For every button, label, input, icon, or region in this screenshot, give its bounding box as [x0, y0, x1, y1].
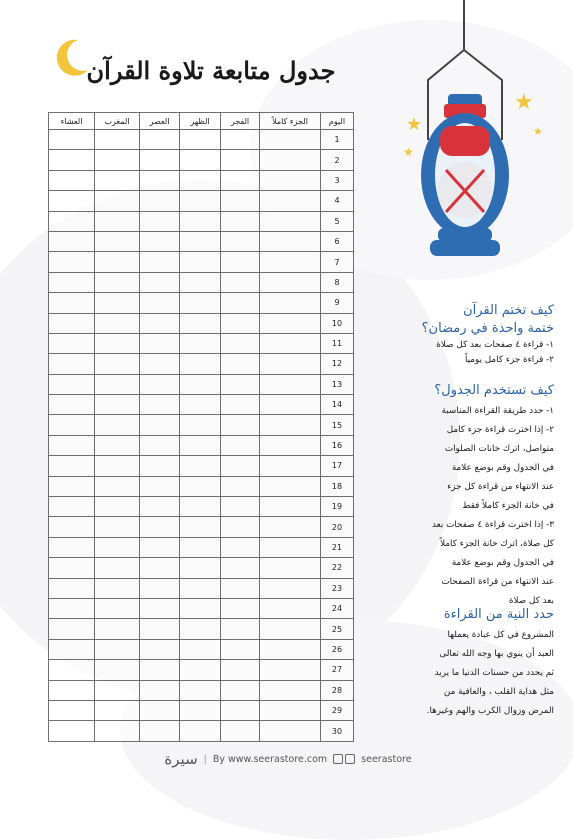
table-row	[49, 313, 354, 333]
checkbox-cell-full-juz[interactable]	[260, 211, 321, 231]
column-header-full-juz: الجزء كاملاً	[260, 113, 321, 130]
usage-line: ١- حدد طريقة القراءة المناسبة	[441, 406, 554, 416]
checkbox-cell-isha[interactable]	[49, 272, 95, 292]
checkbox-cell-maghrib[interactable]	[95, 660, 140, 680]
social-icons	[333, 754, 355, 764]
checkbox-cell-dhuhr[interactable]	[180, 354, 221, 374]
intention-line: المرض وزوال الكرب والهم وغيرها.	[426, 706, 554, 716]
checkbox-cell-asr[interactable]	[140, 456, 180, 476]
usage-line: في الجدول وقم بوضع علامة	[451, 463, 554, 473]
footer	[138, 748, 438, 770]
checkbox-cell-maghrib[interactable]	[95, 497, 140, 517]
checkbox-cell-isha[interactable]	[49, 415, 95, 435]
checkbox-cell-isha[interactable]	[49, 150, 95, 170]
checkbox-cell-asr[interactable]	[140, 231, 180, 251]
checkbox-cell-full-juz[interactable]	[260, 293, 321, 313]
table-row	[49, 130, 354, 150]
checkbox-cell-maghrib[interactable]	[95, 130, 140, 150]
table-row	[49, 211, 354, 231]
day-number: 26	[321, 639, 354, 659]
intention-line: مثل هداية القلب ، والعافية من	[443, 687, 554, 697]
checkbox-cell-full-juz[interactable]	[260, 578, 321, 598]
table-row	[49, 333, 354, 353]
intention-line: ثم يحدد من حسنات الدنيا ما يريد	[434, 668, 554, 678]
checkbox-cell-maghrib[interactable]	[95, 639, 140, 659]
day-number: 24	[321, 598, 354, 618]
checkbox-cell-fajr[interactable]	[221, 415, 260, 435]
checkbox-cell-asr[interactable]	[140, 497, 180, 517]
day-number: 2	[321, 150, 354, 170]
checkbox-cell-full-juz[interactable]	[260, 537, 321, 557]
checkbox-cell-maghrib[interactable]	[95, 456, 140, 476]
day-number: 29	[321, 700, 354, 720]
khatma-step: ١- قراءة ٤ صفحات بعد كل صلاة	[436, 340, 554, 350]
checkbox-cell-full-juz[interactable]	[260, 191, 321, 211]
table-row	[49, 354, 354, 374]
table-row	[49, 700, 354, 720]
day-number: 18	[321, 476, 354, 496]
table-row	[49, 558, 354, 578]
checkbox-cell-maghrib[interactable]	[95, 252, 140, 272]
checkbox-cell-full-juz[interactable]	[260, 333, 321, 353]
checkbox-cell-full-juz[interactable]	[260, 660, 321, 680]
checkbox-cell-full-juz[interactable]	[260, 313, 321, 333]
table-row	[49, 578, 354, 598]
table-row	[49, 517, 354, 537]
checkbox-cell-isha[interactable]	[49, 170, 95, 190]
table-row	[49, 272, 354, 292]
checkbox-cell-asr[interactable]	[140, 558, 180, 578]
checkbox-cell-fajr[interactable]	[221, 333, 260, 353]
checkbox-cell-maghrib[interactable]	[95, 415, 140, 435]
checkbox-cell-asr[interactable]	[140, 639, 180, 659]
table-row	[49, 721, 354, 741]
checkbox-cell-fajr[interactable]	[221, 354, 260, 374]
column-header-fajr: الفجر	[221, 113, 260, 130]
table-row	[49, 435, 354, 455]
day-number: 1	[321, 130, 354, 150]
day-number: 12	[321, 354, 354, 374]
day-number: 14	[321, 395, 354, 415]
checkbox-cell-isha[interactable]	[49, 537, 95, 557]
checkbox-cell-fajr[interactable]	[221, 456, 260, 476]
checkbox-cell-maghrib[interactable]	[95, 333, 140, 353]
checkbox-cell-dhuhr[interactable]	[180, 150, 221, 170]
checkbox-cell-maghrib[interactable]	[95, 395, 140, 415]
checkbox-cell-dhuhr[interactable]	[180, 252, 221, 272]
usage-line: في خانة الجزء كاملاً فقط	[462, 501, 554, 511]
checkbox-cell-isha[interactable]	[49, 395, 95, 415]
checkbox-cell-maghrib[interactable]	[95, 517, 140, 537]
day-number: 22	[321, 558, 354, 578]
checkbox-cell-maghrib[interactable]	[95, 374, 140, 394]
checkbox-cell-full-juz[interactable]	[260, 435, 321, 455]
checkbox-cell-dhuhr[interactable]	[180, 497, 221, 517]
star-icon: ★	[406, 114, 423, 135]
checkbox-cell-fajr[interactable]	[221, 435, 260, 455]
usage-line: ٢- إذا اخترت قراءة جزء كامل	[446, 425, 554, 435]
checkbox-cell-fajr[interactable]	[221, 497, 260, 517]
checkbox-cell-isha[interactable]	[49, 435, 95, 455]
intention-line: العبد أن ينوي بها وجه الله تعالى	[439, 649, 554, 659]
checkbox-cell-isha[interactable]	[49, 211, 95, 231]
day-number: 4	[321, 191, 354, 211]
day-number: 30	[321, 721, 354, 741]
checkbox-cell-isha[interactable]	[49, 497, 95, 517]
day-number: 13	[321, 374, 354, 394]
checkbox-cell-asr[interactable]	[140, 333, 180, 353]
checkbox-cell-maghrib[interactable]	[95, 680, 140, 700]
checkbox-cell-dhuhr[interactable]	[180, 435, 221, 455]
usage-line: عند الانتهاء من قراءة كل جزء	[447, 482, 554, 492]
checkbox-cell-isha[interactable]	[49, 130, 95, 150]
checkbox-cell-dhuhr[interactable]	[180, 639, 221, 659]
checkbox-cell-maghrib[interactable]	[95, 150, 140, 170]
checkbox-cell-maghrib[interactable]	[95, 170, 140, 190]
checkbox-cell-dhuhr[interactable]	[180, 272, 221, 292]
checkbox-cell-isha[interactable]	[49, 456, 95, 476]
checkbox-cell-isha[interactable]	[49, 517, 95, 537]
checkbox-cell-asr[interactable]	[140, 252, 180, 272]
checkbox-cell-maghrib[interactable]	[95, 354, 140, 374]
day-number: 5	[321, 211, 354, 231]
checkbox-cell-dhuhr[interactable]	[180, 700, 221, 720]
table-row	[49, 293, 354, 313]
checkbox-cell-fajr[interactable]	[221, 578, 260, 598]
table-row	[49, 395, 354, 415]
checkbox-cell-fajr[interactable]	[221, 191, 260, 211]
checkbox-cell-maghrib[interactable]	[95, 435, 140, 455]
checkbox-cell-dhuhr[interactable]	[180, 211, 221, 231]
checkbox-cell-dhuhr[interactable]	[180, 660, 221, 680]
checkbox-cell-full-juz[interactable]	[260, 231, 321, 251]
checkbox-cell-fajr[interactable]	[221, 619, 260, 639]
checkbox-cell-asr[interactable]	[140, 150, 180, 170]
checkbox-cell-fajr[interactable]	[221, 700, 260, 720]
checkbox-cell-maghrib[interactable]	[95, 476, 140, 496]
checkbox-cell-asr[interactable]	[140, 170, 180, 190]
usage-section	[358, 382, 554, 611]
checkbox-cell-isha[interactable]	[49, 680, 95, 700]
checkbox-cell-fajr[interactable]	[221, 476, 260, 496]
checkbox-cell-fajr[interactable]	[221, 374, 260, 394]
column-header-isha: العشاء	[49, 113, 95, 130]
checkbox-cell-asr[interactable]	[140, 191, 180, 211]
website-link[interactable]: By www.seerastore.com	[212, 753, 328, 765]
checkbox-cell-maghrib[interactable]	[95, 537, 140, 557]
social-handle[interactable]: seerastore	[361, 753, 412, 765]
checkbox-cell-maghrib[interactable]	[95, 231, 140, 251]
usage-line: في الجدول وقم بوضع علامة	[451, 558, 554, 568]
table-row	[49, 374, 354, 394]
lantern-illustration	[398, 0, 548, 270]
checkbox-cell-asr[interactable]	[140, 211, 180, 231]
day-number: 28	[321, 680, 354, 700]
checkbox-cell-full-juz[interactable]	[260, 415, 321, 435]
checkbox-cell-fajr[interactable]	[221, 639, 260, 659]
checkbox-cell-fajr[interactable]	[221, 558, 260, 578]
checkbox-cell-asr[interactable]	[140, 435, 180, 455]
checkbox-cell-asr[interactable]	[140, 130, 180, 150]
checkbox-cell-full-juz[interactable]	[260, 252, 321, 272]
checkbox-cell-fajr[interactable]	[221, 211, 260, 231]
table-row	[49, 598, 354, 618]
checkbox-cell-dhuhr[interactable]	[180, 558, 221, 578]
checkbox-cell-asr[interactable]	[140, 293, 180, 313]
column-header-day: اليوم	[321, 113, 354, 130]
checkbox-cell-asr[interactable]	[140, 660, 180, 680]
checkbox-cell-isha[interactable]	[49, 639, 95, 659]
day-number: 20	[321, 517, 354, 537]
checkbox-cell-fajr[interactable]	[221, 598, 260, 618]
checkbox-cell-asr[interactable]	[140, 598, 180, 618]
checkbox-cell-asr[interactable]	[140, 354, 180, 374]
day-number: 6	[321, 231, 354, 251]
usage-line: متواصل، اترك خانات الصلوات	[444, 444, 554, 454]
checkbox-cell-full-juz[interactable]	[260, 130, 321, 150]
checkbox-cell-asr[interactable]	[140, 395, 180, 415]
checkbox-cell-isha[interactable]	[49, 721, 95, 741]
usage-heading: كيف تستخدم الجدول؟	[434, 383, 554, 398]
checkbox-cell-isha[interactable]	[49, 191, 95, 211]
checkbox-cell-full-juz[interactable]	[260, 456, 321, 476]
table-row	[49, 231, 354, 251]
checkbox-cell-dhuhr[interactable]	[180, 333, 221, 353]
table-row	[49, 680, 354, 700]
checkbox-cell-full-juz[interactable]	[260, 272, 321, 292]
checkbox-cell-fajr[interactable]	[221, 150, 260, 170]
usage-line: كل صلاة، اترك خانة الجزء كاملاً	[440, 539, 554, 549]
table-row	[49, 415, 354, 435]
checkbox-cell-fajr[interactable]	[221, 170, 260, 190]
table-row	[49, 150, 354, 170]
checkbox-cell-full-juz[interactable]	[260, 680, 321, 700]
table-row	[49, 456, 354, 476]
checkbox-cell-dhuhr[interactable]	[180, 395, 221, 415]
day-number: 17	[321, 456, 354, 476]
star-icon: ★	[403, 145, 414, 159]
checkbox-cell-fajr[interactable]	[221, 130, 260, 150]
checkbox-cell-dhuhr[interactable]	[180, 456, 221, 476]
checkbox-cell-dhuhr[interactable]	[180, 170, 221, 190]
checkbox-cell-fajr[interactable]	[221, 293, 260, 313]
checkbox-cell-isha[interactable]	[49, 231, 95, 251]
checkbox-cell-full-juz[interactable]	[260, 374, 321, 394]
khatma-step: ٢- قراءة جزء كامل يومياً	[464, 355, 554, 365]
checkbox-cell-dhuhr[interactable]	[180, 537, 221, 557]
checkbox-cell-fajr[interactable]	[221, 313, 260, 333]
checkbox-cell-full-juz[interactable]	[260, 598, 321, 618]
column-header-asr: العصر	[140, 113, 180, 130]
usage-line: عند الانتهاء من قراءة الصفحات	[441, 577, 554, 587]
day-number: 23	[321, 578, 354, 598]
checkbox-cell-isha[interactable]	[49, 558, 95, 578]
checkbox-cell-asr[interactable]	[140, 313, 180, 333]
checkbox-cell-dhuhr[interactable]	[180, 619, 221, 639]
day-number: 7	[321, 252, 354, 272]
checkbox-cell-maghrib[interactable]	[95, 272, 140, 292]
star-icon: ★	[514, 90, 534, 115]
table-row	[49, 639, 354, 659]
checkbox-cell-fajr[interactable]	[221, 517, 260, 537]
checkbox-cell-fajr[interactable]	[221, 272, 260, 292]
day-number: 16	[321, 435, 354, 455]
table-row	[49, 537, 354, 557]
checkbox-cell-full-juz[interactable]	[260, 150, 321, 170]
table-row	[49, 191, 354, 211]
khatma-heading-line1: كيف تختم القرآن	[463, 303, 554, 318]
checkbox-cell-full-juz[interactable]	[260, 558, 321, 578]
checkbox-cell-dhuhr[interactable]	[180, 721, 221, 741]
checkbox-cell-isha[interactable]	[49, 374, 95, 394]
day-number: 15	[321, 415, 354, 435]
day-number: 8	[321, 272, 354, 292]
day-number: 11	[321, 333, 354, 353]
checkbox-cell-dhuhr[interactable]	[180, 191, 221, 211]
checkbox-cell-dhuhr[interactable]	[180, 476, 221, 496]
checkbox-cell-fajr[interactable]	[221, 660, 260, 680]
table-header-row	[49, 113, 354, 130]
checkbox-cell-maghrib[interactable]	[95, 313, 140, 333]
checkbox-cell-isha[interactable]	[49, 293, 95, 313]
day-number: 19	[321, 497, 354, 517]
checkbox-cell-full-juz[interactable]	[260, 476, 321, 496]
table-row	[49, 252, 354, 272]
checkbox-cell-asr[interactable]	[140, 578, 180, 598]
checkbox-cell-fajr[interactable]	[221, 537, 260, 557]
checkbox-cell-isha[interactable]	[49, 578, 95, 598]
checkbox-cell-full-juz[interactable]	[260, 170, 321, 190]
intention-heading: حدد النية من القراءة	[443, 607, 554, 622]
checkbox-cell-asr[interactable]	[140, 272, 180, 292]
checkbox-cell-asr[interactable]	[140, 619, 180, 639]
checkbox-cell-full-juz[interactable]	[260, 395, 321, 415]
khatma-section	[358, 302, 554, 368]
checkbox-cell-maghrib[interactable]	[95, 578, 140, 598]
checkbox-cell-fajr[interactable]	[221, 252, 260, 272]
day-number: 27	[321, 660, 354, 680]
checkbox-cell-full-juz[interactable]	[260, 639, 321, 659]
checkbox-cell-asr[interactable]	[140, 700, 180, 720]
checkbox-cell-isha[interactable]	[49, 476, 95, 496]
checkbox-cell-asr[interactable]	[140, 476, 180, 496]
checkbox-cell-maghrib[interactable]	[95, 211, 140, 231]
checkbox-cell-maghrib[interactable]	[95, 191, 140, 211]
table-row	[49, 619, 354, 639]
twitter-icon	[345, 754, 355, 764]
checkbox-cell-asr[interactable]	[140, 415, 180, 435]
footer-divider: |	[203, 753, 207, 765]
intention-section	[358, 606, 554, 721]
checkbox-cell-isha[interactable]	[49, 598, 95, 618]
checkbox-cell-isha[interactable]	[49, 354, 95, 374]
checkbox-cell-maghrib[interactable]	[95, 619, 140, 639]
checkbox-cell-asr[interactable]	[140, 680, 180, 700]
checkbox-cell-full-juz[interactable]	[260, 354, 321, 374]
table-row	[49, 476, 354, 496]
table-row	[49, 497, 354, 517]
page-title: جدول متابعة تلاوة القرآن	[86, 56, 336, 85]
checkbox-cell-full-juz[interactable]	[260, 619, 321, 639]
instagram-icon	[333, 754, 343, 764]
checkbox-cell-asr[interactable]	[140, 374, 180, 394]
checkbox-cell-dhuhr[interactable]	[180, 374, 221, 394]
checkbox-cell-dhuhr[interactable]	[180, 598, 221, 618]
checkbox-cell-isha[interactable]	[49, 333, 95, 353]
checkbox-cell-full-juz[interactable]	[260, 497, 321, 517]
checkbox-cell-fajr[interactable]	[221, 721, 260, 741]
checkbox-cell-isha[interactable]	[49, 700, 95, 720]
checkbox-cell-isha[interactable]	[49, 313, 95, 333]
checkbox-cell-maghrib[interactable]	[95, 598, 140, 618]
table-row	[49, 660, 354, 680]
checkbox-cell-dhuhr[interactable]	[180, 517, 221, 537]
day-number: 21	[321, 537, 354, 557]
checkbox-cell-maghrib[interactable]	[95, 721, 140, 741]
checkbox-cell-dhuhr[interactable]	[180, 313, 221, 333]
checkbox-cell-dhuhr[interactable]	[180, 578, 221, 598]
checkbox-cell-isha[interactable]	[49, 660, 95, 680]
day-number: 9	[321, 293, 354, 313]
khatma-heading-line2: ختمة واحدة في رمضان؟	[421, 321, 554, 336]
checkbox-cell-asr[interactable]	[140, 721, 180, 741]
column-header-maghrib: المغرب	[95, 113, 140, 130]
usage-line: ٣- إذا اخترت قراءة ٤ صفحات بعد	[431, 520, 554, 530]
checkbox-cell-maghrib[interactable]	[95, 293, 140, 313]
checkbox-cell-asr[interactable]	[140, 517, 180, 537]
checkbox-cell-asr[interactable]	[140, 537, 180, 557]
day-number: 10	[321, 313, 354, 333]
brand-logo: سيرة	[164, 750, 198, 768]
checkbox-cell-fajr[interactable]	[221, 680, 260, 700]
day-number: 3	[321, 170, 354, 190]
checkbox-cell-dhuhr[interactable]	[180, 415, 221, 435]
checkbox-cell-dhuhr[interactable]	[180, 231, 221, 251]
intention-line: المشروع في كل عبادة يعملها	[447, 630, 554, 640]
checkbox-cell-full-juz[interactable]	[260, 721, 321, 741]
day-number: 25	[321, 619, 354, 639]
checkbox-cell-full-juz[interactable]	[260, 517, 321, 537]
checkbox-cell-isha[interactable]	[49, 252, 95, 272]
checkbox-cell-isha[interactable]	[49, 619, 95, 639]
checkbox-cell-dhuhr[interactable]	[180, 680, 221, 700]
checkbox-cell-fajr[interactable]	[221, 231, 260, 251]
column-header-dhuhr: الظهر	[180, 113, 221, 130]
table-row	[49, 170, 354, 190]
checkbox-cell-dhuhr[interactable]	[180, 130, 221, 150]
checkbox-cell-full-juz[interactable]	[260, 700, 321, 720]
reading-tracker-table	[48, 112, 354, 742]
checkbox-cell-maghrib[interactable]	[95, 558, 140, 578]
checkbox-cell-maghrib[interactable]	[95, 700, 140, 720]
star-icon: ★	[533, 125, 543, 138]
usage-line: بعد كل صلاة	[508, 596, 554, 606]
checkbox-cell-fajr[interactable]	[221, 395, 260, 415]
checkbox-cell-dhuhr[interactable]	[180, 293, 221, 313]
